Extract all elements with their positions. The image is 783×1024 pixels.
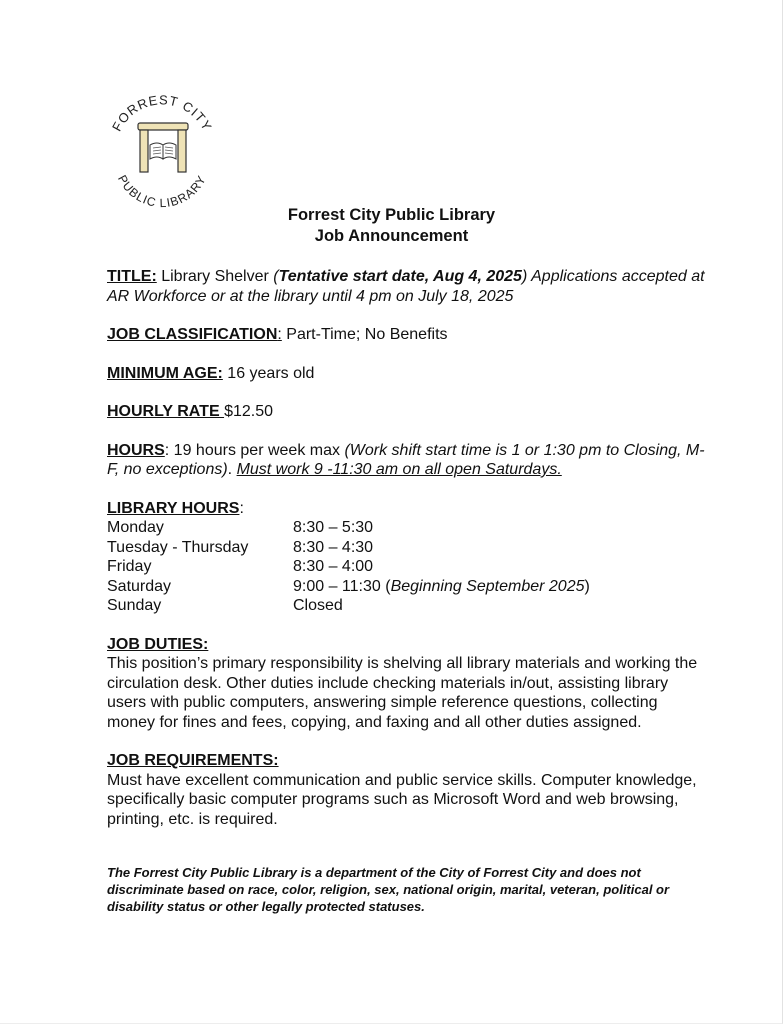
title-paren-close: ) bbox=[521, 268, 528, 285]
nondiscrimination-statement: The Forrest City Public Library is a department of the City of Forrest City and does not discriminate based on race, color, religion, sex, national origin, marital, veteran, political or disability status or other legally protected statuses. bbox=[107, 865, 670, 914]
shift-note: (Work shift start time is 1 or 1:30 pm to Closing, M-F, no exceptions) bbox=[107, 441, 705, 478]
logo-bottom-text: PUBLIC LIBRARY bbox=[115, 172, 209, 209]
library-hours-table bbox=[107, 518, 707, 616]
hours-value: 19 hours per week max bbox=[169, 441, 345, 459]
title-paren-open: ( bbox=[273, 268, 279, 285]
job-duties-text: This position’s primary responsibility is shelving all library materials and working the circulation desk. Other duties include checking materials in/out, assisting library users with public computers, answering simple reference questions, collecting money for fines and fees, copying, and faxing and all other duties assigned. bbox=[107, 655, 698, 731]
hours-day: Sunday bbox=[107, 597, 162, 614]
library-hours-label: LIBRARY HOURS bbox=[107, 499, 240, 517]
hours-time: 8:30 – 4:00 bbox=[293, 558, 374, 575]
hours-row bbox=[107, 538, 707, 558]
library-hours-section bbox=[107, 499, 707, 616]
classification-section bbox=[107, 325, 707, 345]
logo-top-text: FORREST CITY bbox=[108, 93, 216, 134]
library-logo bbox=[104, 93, 220, 209]
hours-section bbox=[107, 441, 707, 480]
classification-value: Part-Time; No Benefits bbox=[281, 326, 448, 343]
org-title: Forrest City Public Library bbox=[287, 206, 496, 224]
saturday-paren-close: ) bbox=[584, 577, 590, 595]
hours-time: 8:30 – 4:30 bbox=[293, 538, 374, 556]
hours-row bbox=[107, 577, 707, 597]
saturday-hours-note: Beginning September 2025 bbox=[390, 577, 585, 595]
minimum-age-section bbox=[107, 364, 707, 384]
hours-dot: . bbox=[227, 461, 237, 478]
title-section bbox=[107, 267, 707, 306]
hours-time: Closed bbox=[293, 597, 343, 614]
applications-note: Applications accepted at AR Workforce or at the library until 4 pm on July 18, 2025 bbox=[107, 268, 705, 305]
hourly-rate-section bbox=[107, 402, 707, 422]
hourly-rate-value: $12.50 bbox=[224, 403, 273, 420]
library-hours-colon: : bbox=[239, 499, 244, 517]
hours-day: Monday bbox=[107, 519, 164, 536]
announcement-body bbox=[107, 267, 707, 829]
title-value: Library Shelver bbox=[156, 268, 274, 285]
tentative-start-date: Tentative start date, Aug 4, 2025 bbox=[278, 268, 522, 285]
document-header bbox=[0, 205, 783, 247]
job-requirements-text: Must have excellent communication and public service skills. Computer knowledge, specifically basic computer programs such as Microsoft Word and web browsing, printing, etc. is required. bbox=[107, 771, 697, 828]
title-label: TITLE: bbox=[107, 268, 157, 285]
classification-colon: : bbox=[277, 326, 282, 343]
hours-label: HOURS bbox=[107, 441, 165, 459]
hours-day: Saturday bbox=[107, 577, 172, 595]
classification-label: JOB CLASSIFICATION bbox=[107, 326, 278, 343]
job-duties-section bbox=[107, 635, 707, 733]
svg-text:PUBLIC LIBRARY bbox=[115, 173, 209, 209]
hours-row bbox=[107, 557, 707, 577]
job-duties-label: JOB DUTIES: bbox=[107, 635, 209, 653]
minimum-age-value: 16 years old bbox=[222, 364, 315, 382]
hours-day: Tuesday - Thursday bbox=[107, 538, 249, 556]
minimum-age-label: MINIMUM AGE: bbox=[107, 364, 223, 382]
hours-time: 9:00 – 11:30 ( bbox=[293, 577, 391, 595]
saturday-requirement: Must work 9 -11:30 am on all open Saturdays. bbox=[236, 461, 562, 478]
hourly-rate-label: HOURLY RATE bbox=[107, 403, 225, 420]
hours-row bbox=[107, 518, 707, 538]
hours-time: 8:30 – 5:30 bbox=[293, 519, 374, 536]
job-requirements-section bbox=[107, 751, 707, 829]
hours-day: Friday bbox=[107, 558, 152, 575]
hours-row bbox=[107, 596, 707, 616]
job-requirements-label: JOB REQUIREMENTS: bbox=[107, 752, 279, 769]
announcement-title: Job Announcement bbox=[314, 227, 469, 245]
hours-colon: : bbox=[164, 441, 170, 459]
